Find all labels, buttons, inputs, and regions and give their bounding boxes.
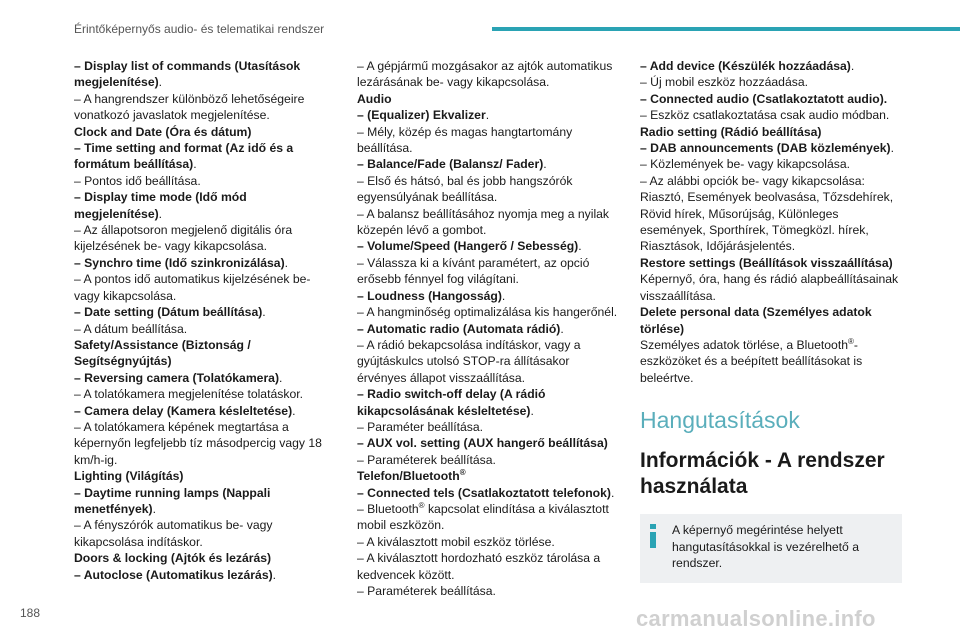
text-line: – Pontos idő beállítása. <box>74 173 201 188</box>
section-label: Radio setting (Rádió beállítása) <box>640 124 822 139</box>
column-1 <box>74 58 336 583</box>
text-line: – A tolatókamera megjelenítése tolatáskor. <box>74 387 303 402</box>
text-line: – A hangrendszer különböző lehetőségeire vonatkozó javaslatok megjelenítése. <box>74 91 305 123</box>
text-line: – Connected tels (Csatlakoztatott telefonok). <box>357 485 615 500</box>
text-line: – A tolatókamera képének megtartása a képernyőn legfeljebb tíz másodpercig vagy 18 km/h-ig. <box>74 419 322 467</box>
section-label: Telefon/Bluetooth® <box>357 468 466 484</box>
info-text-line1: A képernyő megérintése helyett <box>672 523 843 538</box>
text-line: – Paraméterek beállítása. <box>357 584 496 598</box>
text-line: – Az alábbi opciók be- vagy kikapcsolása: Riasztó, Események beolvasása, Tőzsdehírek, Rövid hírek, Műsorújság, Különleges események, Sporthírek, Tömegközl. hírek, Riasztások, Időjárásjelentés. <box>640 173 894 254</box>
text-line: – Válassza ki a kívánt paramétert, az opció erősebb fénnyel fog világítani. <box>357 255 590 287</box>
text-line: – Camera delay (Kamera késleltetése). <box>74 403 296 418</box>
text-line: – Mély, közép és magas hangtartomány beállítása. <box>357 124 573 156</box>
page-number: 188 <box>20 606 41 620</box>
section-label: Clock and Date (Óra és dátum) <box>74 124 252 139</box>
text-line: – A dátum beállítása. <box>74 321 188 336</box>
text-line: – Volume/Speed (Hangerő / Sebesség). <box>357 239 582 254</box>
section-label: Doors & locking (Ajtók és lezárás) <box>74 551 272 566</box>
text-line: – Első és hátsó, bal és jobb hangszórók egyensúlyának beállítása. <box>357 173 573 205</box>
text-line: – Reversing camera (Tolatókamera). <box>74 370 283 385</box>
text-line: – Connected audio (Csatlakoztatott audio). <box>640 91 888 106</box>
text-line: – Paraméter beállítása. <box>357 419 484 434</box>
text-line: – Daytime running lamps (Nappali menetfények). <box>74 485 271 516</box>
header-accent-bar <box>492 27 960 31</box>
text-line: – Display time mode (Idő mód megjelenítése). <box>74 190 247 221</box>
text-line: – A pontos idő automatikus kijelzésének be- vagy kikapcsolása. <box>74 272 311 303</box>
text-line: – Loudness (Hangosság). <box>357 288 506 303</box>
column-3-items <box>640 58 902 386</box>
text-line: – A kiválasztott hordozható eszköz tárolása a kedvencek között. <box>357 551 601 582</box>
text-line: – Balance/Fade (Balansz/ Fader). <box>357 157 547 172</box>
text-line: – Synchro time (Idő szinkronizálása). <box>74 255 289 270</box>
watermark: carmanualsonline.info <box>636 606 876 631</box>
text-line: – AUX vol. setting (AUX hangerő beállítása) <box>357 436 608 451</box>
text-line: Képernyő, óra, hang és rádió alapbeállításainak visszaállítása. <box>640 272 899 303</box>
section-label: Lighting (Világítás) <box>74 469 184 484</box>
text-line: – (Equalizer) Ekvalizer. <box>357 108 490 123</box>
section-subheading: Információk - A rendszer használata <box>640 449 885 499</box>
text-line: Személyes adatok törlése, a Bluetooth®-eszközöket és a beépített beállításokat is beleértve. <box>640 336 863 385</box>
text-line: – A kiválasztott mobil eszköz törlése. <box>357 534 555 549</box>
text-line: – Display list of commands (Utasítások megjelenítése). <box>74 59 301 90</box>
text-line: – A hangminőség optimalizálása kis hangerőnél. <box>357 305 618 320</box>
section-heading: Hangutasítások <box>640 407 800 434</box>
text-line: – Az állapotsoron megjelenő digitális óra kijelzésének be- vagy kikapcsolása. <box>74 223 293 254</box>
text-line: – Autoclose (Automatikus lezárás). <box>74 567 277 582</box>
column-2 <box>357 58 619 599</box>
text-line: – DAB announcements (DAB közlemények). <box>640 141 894 156</box>
info-box <box>640 514 902 583</box>
text-line: – Bluetooth® kapcsolat elindítása a kiválasztott mobil eszközön. <box>357 500 609 533</box>
text-line: – A gépjármű mozgásakor az ajtók automatikus lezárásának be- vagy kikapcsolása. <box>357 59 613 90</box>
section-label: Audio <box>357 91 392 106</box>
text-line: – Új mobil eszköz hozzáadása. <box>640 75 809 90</box>
text-line: – A balansz beállításához nyomja meg a nyilak közepén lévő a gombot. <box>357 206 610 238</box>
header-title: Érintőképernyős audio- és telematikai rendszer <box>74 22 325 36</box>
text-line: – Radio switch-off delay (A rádió kikapcsolásának késleltetése). <box>357 387 546 418</box>
text-line: – Time setting and format (Az idő és a formátum beállítása). <box>74 141 294 172</box>
section-label: Safety/Assistance (Biztonság / Segítségnyújtás) <box>74 337 251 369</box>
text-line: – Eszköz csatlakoztatása csak audio módban. <box>640 108 890 123</box>
section-label: Delete personal data (Személyes adatok törlése) <box>640 305 872 336</box>
text-line: – Automatic radio (Automata rádió). <box>357 321 564 336</box>
text-line: – Közlemények be- vagy kikapcsolása. <box>640 157 851 172</box>
info-icon <box>650 524 656 548</box>
info-text-rest: hangutasításokkal is vezérelhető a rendszer. <box>672 539 859 570</box>
text-line: – Paraméterek beállítása. <box>357 452 496 467</box>
text-line: – A rádió bekapcsolása indításkor, vagy a gyújtáskulcs utolsó STOP-ra állításakor érvényes állapot visszaállítása. <box>357 337 581 385</box>
text-line: – A fényszórók automatikus be- vagy kikapcsolása indításkor. <box>74 518 273 549</box>
column-3 <box>640 58 902 583</box>
text-line: – Add device (Készülék hozzáadása). <box>640 59 855 73</box>
text-line: – Date setting (Dátum beállítása). <box>74 305 266 320</box>
section-label: Restore settings (Beállítások visszaállítása) <box>640 255 893 270</box>
